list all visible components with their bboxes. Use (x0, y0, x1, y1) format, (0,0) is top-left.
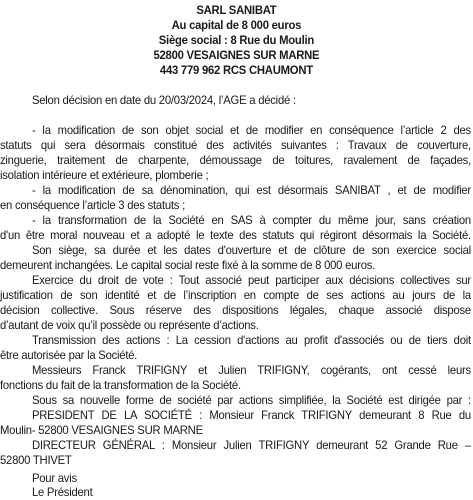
object-change-line-3: zinguerie, traitement de charpente, démoussage de toitures, ravalement de façades, (0, 153, 471, 167)
voting-line-1: Exercice du droit de vote : Tout associé peut participer aux décisions collectives sur (31, 273, 471, 287)
signatory: Le Président (31, 485, 93, 499)
president-line-2: Moulin- 52800 VESAIGNES SUR MARNE (0, 423, 203, 437)
new-form-line: Sous sa nouvelle forme de société par actions simplifiée, la Société est dirigée par : (31, 393, 471, 407)
transfer-line-1: Transmission des actions : La cession d'actions au profit d'associés ou de tiers doit (31, 333, 471, 347)
object-change-line-4: isolation intérieure et extérieure, plomberie ; (0, 168, 209, 182)
transfer-line-2: être autorisée par la Société. (0, 348, 138, 362)
director-line-1: DIRECTEUR GÉNÉRAL : Monsieur Julien TRIFIGNY demeurant 52 Grande Rue – (31, 438, 471, 452)
object-change-line-2: statuts qui sera désormais constitué des activités suivantes : Travaux de couverture, (0, 138, 471, 152)
voting-line-3: décision collective. Sous réserve des dispositions légales, chaque associé dispose (0, 303, 471, 317)
company-name: SARL SANIBAT (196, 3, 277, 17)
rcs-line: 443 779 962 RCS CHAUMONT (159, 63, 313, 77)
director-line-2: 52800 THIVET (0, 453, 72, 467)
registered-office-line: Siège social : 8 Rue du Moulin (158, 33, 315, 47)
capital-line: Au capital de 8 000 euros (171, 18, 302, 32)
object-change-line-1: - la modification de son objet social et de modifier en conséquence l’article 2 des (31, 123, 471, 137)
name-change-line-2: en conséquence l’article 3 des statuts ; (0, 198, 185, 212)
voting-line-4: d’autant de voix qu’il possède ou représente d’actions. (0, 318, 259, 332)
transformation-line-1: - la transformation de la Société en SAS à compter du même jour, sans création (31, 213, 471, 227)
pour-avis: Pour avis (31, 471, 77, 485)
voting-line-2: justification de son identité et de l’inscription en compte de ses actions au jours de la (0, 288, 471, 302)
seat-duration-line-1: Son siège, sa durée et les dates d'ouverture et de clôture de son exercice social (31, 243, 471, 257)
transformation-line-2: d'un être moral nouveau et a adopté le texte des statuts qui régiront désormais la Société. (0, 228, 471, 242)
managers-line-1: Messieurs Franck TRIFIGNY et Julien TRIFIGNY, cogérants, ont cessé leurs (31, 363, 471, 377)
seat-duration-line-2: demeurent inchangées. Le capital social reste fixé à la somme de 8 000 euros. (0, 258, 376, 272)
name-change-line-1: - la modification de sa dénomination, qui est désormais SANIBAT , et de modifier (31, 183, 471, 197)
intro-paragraph: Selon décision en date du 20/03/2024, l’AGE a décidé : (31, 93, 296, 107)
city-line: 52800 VESAIGNES SUR MARNE (153, 48, 320, 62)
managers-line-2: fonctions du fait de la transformation de la Société. (0, 378, 241, 392)
president-line-1: PRESIDENT DE LA SOCIÉTÉ : Monsieur Franck TRIFIGNY demeurant 8 Rue du (31, 408, 471, 422)
